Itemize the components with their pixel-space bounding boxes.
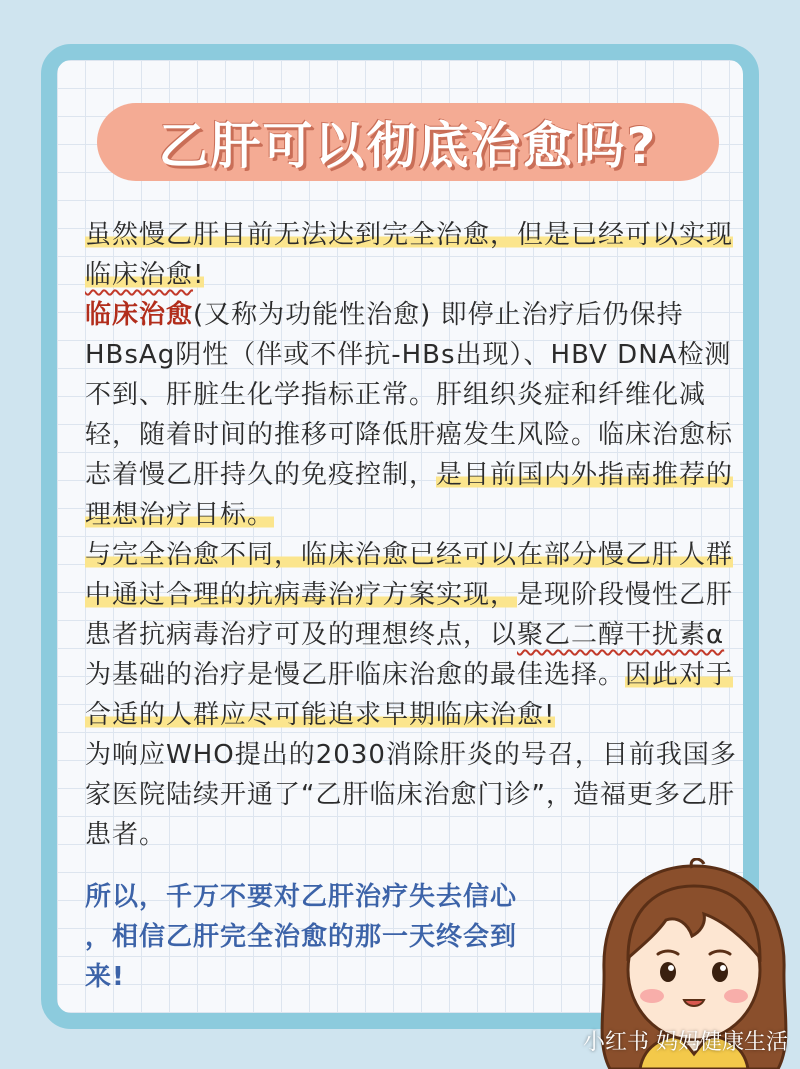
interferon-underlined: 聚乙二醇干扰素α bbox=[517, 620, 725, 650]
paragraph-who bbox=[85, 735, 745, 855]
paragraph-comparison bbox=[85, 535, 745, 735]
highlight-text: 因此对于合适的人群应尽可能追求早期临床治愈! bbox=[85, 660, 734, 730]
highlight-text: ! bbox=[193, 260, 205, 290]
closing-message: 所以，千万不要对乙肝治疗失去信心 ，相信乙肝完全治愈的那一天终会到来! bbox=[85, 882, 518, 992]
clinical-cure-underlined: 临床治愈 bbox=[85, 260, 194, 290]
paragraph-definition bbox=[85, 295, 745, 535]
who-text: 为响应WHO提出的2030消除肝炎的号召，目前我国多家医院陆续开通了“乙肝临床治愈门诊”，造福更多乙肝患者。 bbox=[85, 740, 737, 850]
highlight-text: 是目前国内外指南推荐的理想治疗目标。 bbox=[85, 460, 734, 530]
title-banner bbox=[97, 103, 719, 181]
comparison-text: 是现阶段慢性乙肝患者抗病毒治疗可及的理想终点，以 bbox=[85, 580, 734, 650]
paragraph-intro bbox=[85, 215, 745, 295]
highlight-text: 与完全治愈不同，临床治愈已经可以在部分慢乙肝人群中通过合理的抗病毒治疗方案实现， bbox=[85, 540, 734, 610]
clinical-cure-term: 临床治愈 bbox=[85, 300, 194, 330]
definition-text: (又称为功能性治愈) 即停止治疗后仍保持HBsAg阴性（伴或不伴抗-HBs出现）、HBV DNA检测不到、肝脏生化学指标正常。肝组织炎症和纤维化减轻，随着时间的推移可降低肝癌发生风险。临床治愈标志着慢乙肝持久的免疫控制， bbox=[85, 300, 734, 490]
watermark: 小红书 妈妈健康生活 bbox=[583, 1030, 788, 1055]
page-title: 乙肝可以彻底治愈吗? bbox=[158, 117, 658, 175]
comparison-text: 为基础的治疗是慢乙肝临床治愈的最佳选择。 bbox=[85, 660, 626, 690]
highlight-text: 虽然慢乙肝目前无法达到完全治愈，但是已经可以实现 bbox=[85, 220, 734, 250]
article-body bbox=[85, 215, 745, 855]
